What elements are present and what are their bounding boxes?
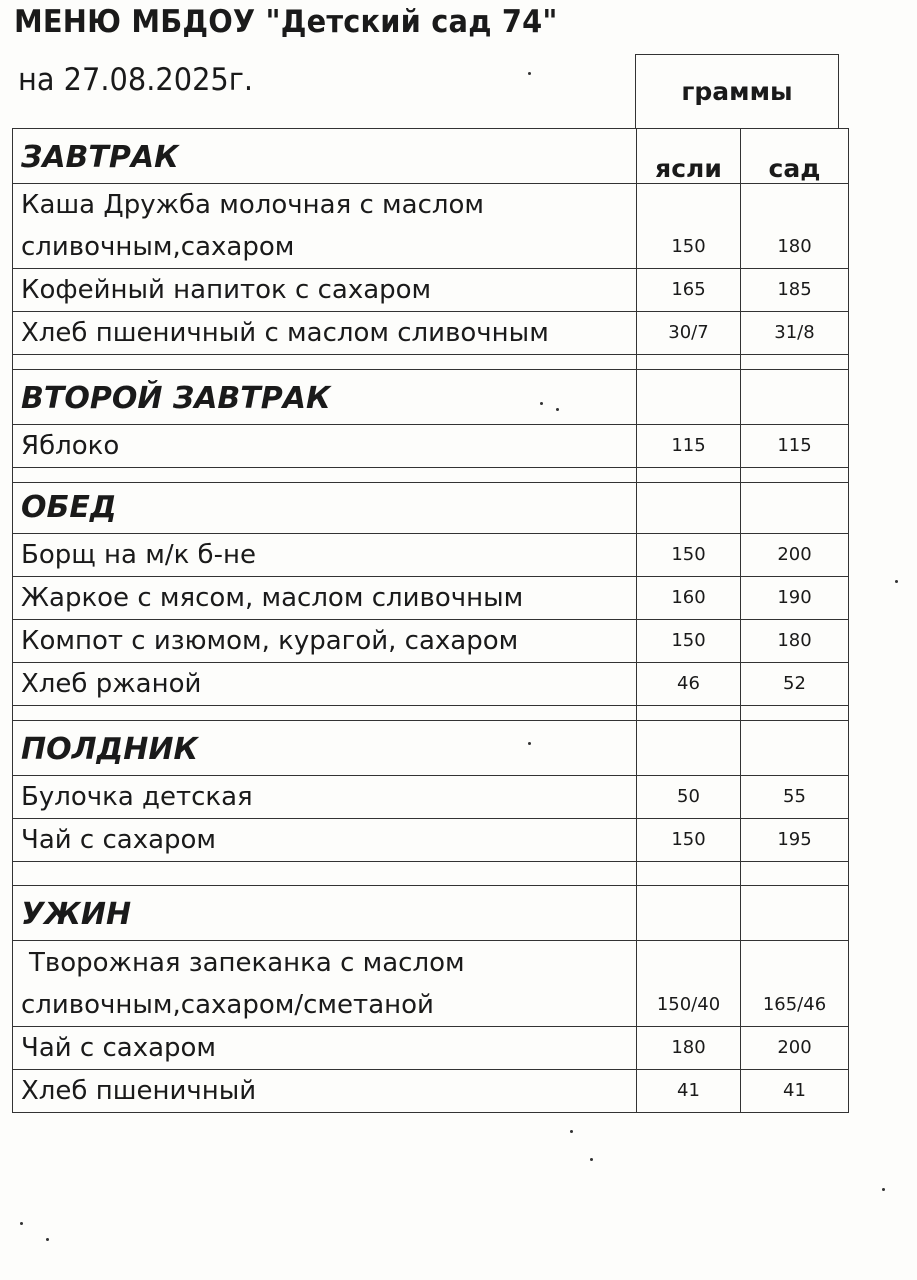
section-title: ЗАВТРАК <box>13 129 637 184</box>
spacer-row <box>13 706 849 721</box>
grams-header <box>635 54 839 128</box>
nursery-grams: 30/7 <box>637 312 741 355</box>
table-row <box>13 1070 849 1113</box>
table-row <box>13 425 849 468</box>
nursery-grams: 150/40 <box>637 941 741 1027</box>
table-row <box>13 663 849 706</box>
scan-speck <box>46 1238 49 1241</box>
spacer-row <box>13 862 849 886</box>
table-row <box>13 819 849 862</box>
section-header-breakfast <box>13 129 849 184</box>
scan-speck <box>528 72 531 75</box>
garden-grams: 200 <box>741 1027 849 1070</box>
scan-speck <box>540 402 543 405</box>
dish-name <box>13 941 637 1027</box>
table-row <box>13 269 849 312</box>
menu-title: МЕНЮ МБДОУ "Детский сад 74" <box>14 4 558 40</box>
garden-grams: 180 <box>741 620 849 663</box>
section-header-dinner <box>13 886 849 941</box>
dish-name-line: Творожная запеканка с маслом <box>29 948 465 978</box>
table-row <box>13 577 849 620</box>
scan-speck <box>882 1188 885 1191</box>
dish-name: Хлеб ржаной <box>13 663 637 706</box>
nursery-grams: 160 <box>637 577 741 620</box>
nursery-grams: 115 <box>637 425 741 468</box>
scan-speck <box>556 408 559 411</box>
table-row <box>13 620 849 663</box>
dish-name <box>13 184 637 269</box>
scan-speck <box>895 580 898 583</box>
dish-name: Яблоко <box>13 425 637 468</box>
garden-grams: 180 <box>741 184 849 269</box>
nursery-grams: 150 <box>637 184 741 269</box>
section-title: УЖИН <box>13 886 637 941</box>
nursery-grams: 150 <box>637 620 741 663</box>
scan-speck <box>528 742 531 745</box>
nursery-grams: 150 <box>637 534 741 577</box>
table-row <box>13 941 849 1027</box>
garden-grams: 165/46 <box>741 941 849 1027</box>
table-row <box>13 776 849 819</box>
scan-speck <box>570 1130 573 1133</box>
section-title: ВТОРОЙ ЗАВТРАК <box>13 370 637 425</box>
garden-grams: 115 <box>741 425 849 468</box>
spacer-row <box>13 468 849 483</box>
garden-grams: 190 <box>741 577 849 620</box>
garden-grams: 195 <box>741 819 849 862</box>
col-nursery-header: ясли <box>637 129 741 184</box>
scan-speck <box>590 1158 593 1161</box>
nursery-grams: 50 <box>637 776 741 819</box>
dish-name: Компот с изюмом, курагой, сахаром <box>13 620 637 663</box>
col-garden-header: сад <box>741 129 849 184</box>
menu-table <box>12 128 849 1113</box>
section-title: ПОЛДНИК <box>13 721 637 776</box>
dish-name-line: сливочным,сахаром <box>21 232 295 262</box>
dish-name: Булочка детская <box>13 776 637 819</box>
dish-name: Борщ на м/к б-не <box>13 534 637 577</box>
table-row <box>13 1027 849 1070</box>
garden-grams: 55 <box>741 776 849 819</box>
scan-speck <box>20 1222 23 1225</box>
menu-date: на 27.08.2025г. <box>18 62 254 98</box>
nursery-grams: 180 <box>637 1027 741 1070</box>
section-header-lunch <box>13 483 849 534</box>
grams-label: граммы <box>681 77 793 106</box>
section-header-snack <box>13 721 849 776</box>
dish-name-line: сливочным,сахаром/сметаной <box>21 990 434 1020</box>
dish-name: Жаркое с мясом, маслом сливочным <box>13 577 637 620</box>
table-row <box>13 312 849 355</box>
garden-grams: 41 <box>741 1070 849 1113</box>
garden-grams: 200 <box>741 534 849 577</box>
dish-name-line: Каша Дружба молочная с маслом <box>21 190 485 220</box>
dish-name: Чай с сахаром <box>13 1027 637 1070</box>
table-row <box>13 184 849 269</box>
spacer-row <box>13 355 849 370</box>
section-header-second-breakfast <box>13 370 849 425</box>
nursery-grams: 165 <box>637 269 741 312</box>
garden-grams: 52 <box>741 663 849 706</box>
dish-name: Хлеб пшеничный с маслом сливочным <box>13 312 637 355</box>
nursery-grams: 46 <box>637 663 741 706</box>
nursery-grams: 41 <box>637 1070 741 1113</box>
dish-name: Хлеб пшеничный <box>13 1070 637 1113</box>
dish-name: Чай с сахаром <box>13 819 637 862</box>
garden-grams: 185 <box>741 269 849 312</box>
garden-grams: 31/8 <box>741 312 849 355</box>
table-row <box>13 534 849 577</box>
dish-name: Кофейный напиток с сахаром <box>13 269 637 312</box>
section-title: ОБЕД <box>13 483 637 534</box>
nursery-grams: 150 <box>637 819 741 862</box>
